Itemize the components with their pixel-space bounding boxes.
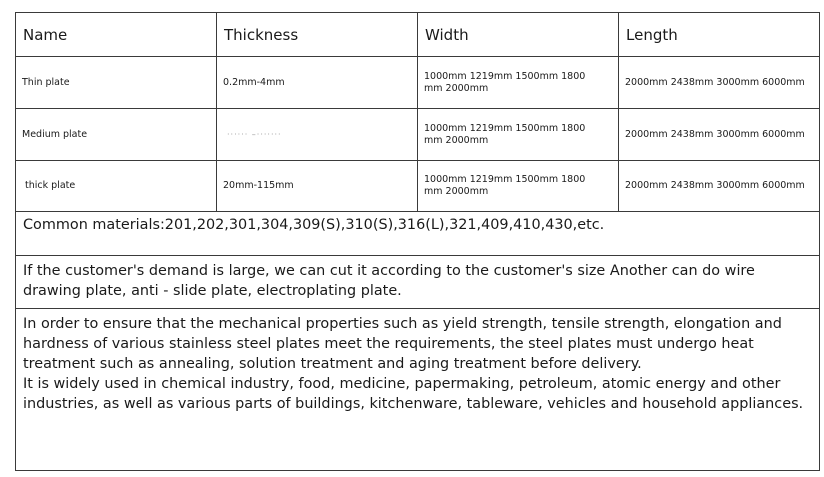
row-medium-length: 2000mm 2438mm 3000mm 6000mm <box>619 109 819 161</box>
usage-text: It is widely used in chemical industry, food, medicine, papermaking, petroleum, atomic energy and other industries, as well as various parts of buildings, kitchenware, tableware, vehicles and household appliances. <box>23 376 804 412</box>
row-medium-thickness: ······ –······· <box>217 109 418 161</box>
row-thin-name: Thin plate <box>16 57 217 109</box>
materials-text: Common materials:201,202,301,304,309(S),310(S),316(L),321,409,410,430,etc. <box>16 212 819 256</box>
row-thick-width: 1000mm 1219mm 1500mm 1800 mm 2000mm <box>418 161 619 212</box>
header-name: Name <box>16 13 217 57</box>
row-medium-width: 1000mm 1219mm 1500mm 1800 mm 2000mm <box>418 109 619 161</box>
row-thick-name: thick plate <box>16 161 217 212</box>
row-thick-length: 2000mm 2438mm 3000mm 6000mm <box>619 161 819 212</box>
row-thin-length: 2000mm 2438mm 3000mm 6000mm <box>619 57 819 109</box>
description-block <box>16 309 819 470</box>
row-thick-thickness: 20mm-115mm <box>217 161 418 212</box>
row-thin-width: 1000mm 1219mm 1500mm 1800 mm 2000mm <box>418 57 619 109</box>
heat-treatment-text: In order to ensure that the mechanical properties such as yield strength, tensile strength, elongation and hardness of various stainless steel plates meet the requirements, the steel plates must undergo heat treatment such as annealing, solution treatment and aging treatment before delivery. <box>23 316 782 372</box>
row-medium-name: Medium plate <box>16 109 217 161</box>
header-width: Width <box>418 13 619 57</box>
row-thin-thickness: 0.2mm-4mm <box>217 57 418 109</box>
spec-table <box>15 12 820 471</box>
header-thickness: Thickness <box>217 13 418 57</box>
customization-text: If the customer's demand is large, we can cut it according to the customer's size Another can do wire drawing plate, anti - slide plate, electroplating plate. <box>16 256 819 309</box>
header-length: Length <box>619 13 819 57</box>
